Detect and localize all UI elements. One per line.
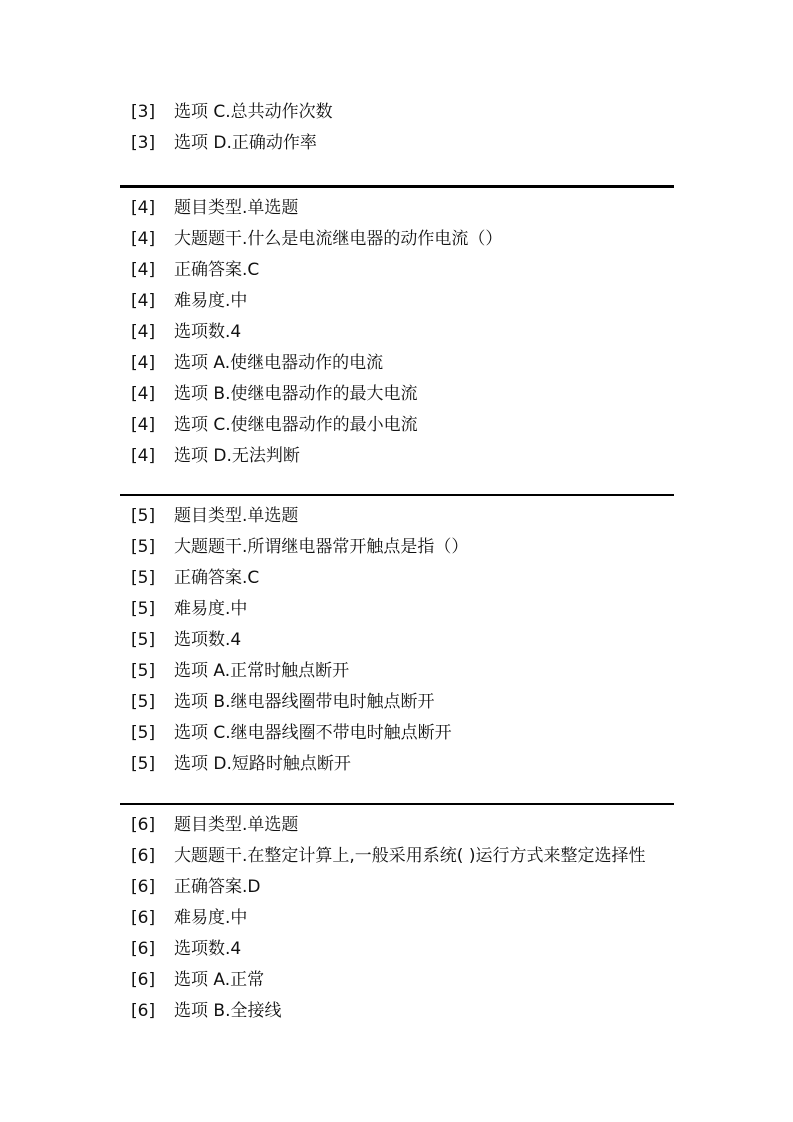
question-line xyxy=(120,193,674,224)
line-text: 选项 D.无法判断 xyxy=(174,446,300,466)
line-number: [4] xyxy=(131,353,156,373)
question-line xyxy=(120,224,674,255)
question-line xyxy=(120,687,674,718)
question-line xyxy=(120,348,674,379)
question-line xyxy=(120,749,674,780)
section-divider xyxy=(120,803,674,805)
line-text: 题目类型.单选题 xyxy=(174,198,299,218)
question-line xyxy=(120,594,674,625)
line-number: [5] xyxy=(131,568,156,588)
question-line xyxy=(120,903,674,934)
line-number: [5] xyxy=(131,754,156,774)
question-line xyxy=(120,379,674,410)
line-number: [6] xyxy=(131,815,156,835)
line-text: 选项 A.正常 xyxy=(174,970,265,990)
line-text: 选项 D.正确动作率 xyxy=(174,133,317,153)
line-number: [6] xyxy=(131,908,156,928)
question-line xyxy=(120,872,674,903)
question-4-block xyxy=(120,185,674,472)
line-text: 正确答案.D xyxy=(174,877,261,897)
line-text: 选项 B.使继电器动作的最大电流 xyxy=(174,384,418,404)
line-text: 选项 A.正常时触点断开 xyxy=(174,661,350,681)
question-6-block xyxy=(120,803,674,1027)
line-number: [4] xyxy=(131,291,156,311)
line-number: [4] xyxy=(131,260,156,280)
question-line xyxy=(120,532,674,563)
line-text: 难易度.中 xyxy=(174,599,248,619)
question-line xyxy=(120,996,674,1027)
question-line xyxy=(120,501,674,532)
line-text: 大题题干.所谓继电器常开触点是指（） xyxy=(174,537,469,557)
question-line xyxy=(120,286,674,317)
question-line xyxy=(120,128,674,159)
question-line xyxy=(120,934,674,965)
line-number: [5] xyxy=(131,599,156,619)
line-text: 选项 C.使继电器动作的最小电流 xyxy=(174,415,418,435)
line-text: 难易度.中 xyxy=(174,291,248,311)
question-line xyxy=(120,965,674,996)
line-number: [4] xyxy=(131,384,156,404)
line-text: 选项数.4 xyxy=(174,939,242,959)
question-line xyxy=(120,441,674,472)
line-text: 大题题干.什么是电流继电器的动作电流（） xyxy=(174,229,503,249)
line-number: [5] xyxy=(131,723,156,743)
line-number: [5] xyxy=(131,692,156,712)
line-number: [3] xyxy=(131,102,156,122)
question-line xyxy=(120,810,674,841)
line-number: [6] xyxy=(131,1001,156,1021)
question-line xyxy=(120,656,674,687)
line-number: [3] xyxy=(131,133,156,153)
line-number: [4] xyxy=(131,322,156,342)
line-text: 选项数.4 xyxy=(174,630,242,650)
line-number: [5] xyxy=(131,537,156,557)
line-text: 题目类型.单选题 xyxy=(174,506,299,526)
section-divider xyxy=(120,185,674,188)
question-line xyxy=(120,625,674,656)
line-text: 选项 B.全接线 xyxy=(174,1001,282,1021)
line-number: [4] xyxy=(131,446,156,466)
line-text: 正确答案.C xyxy=(174,260,260,280)
line-number: [6] xyxy=(131,939,156,959)
line-number: [4] xyxy=(131,415,156,435)
section-divider xyxy=(120,494,674,496)
line-number: [4] xyxy=(131,229,156,249)
question-line xyxy=(120,255,674,286)
line-number: [6] xyxy=(131,846,156,866)
line-text: 选项 A.使继电器动作的电流 xyxy=(174,353,384,373)
question-3-block xyxy=(120,97,674,159)
line-text: 题目类型.单选题 xyxy=(174,815,299,835)
line-number: [6] xyxy=(131,970,156,990)
line-text: 选项 B.继电器线圈带电时触点断开 xyxy=(174,692,435,712)
question-line xyxy=(120,718,674,749)
line-number: [4] xyxy=(131,198,156,218)
line-number: [5] xyxy=(131,661,156,681)
question-line xyxy=(120,841,674,872)
question-line xyxy=(120,563,674,594)
line-text: 大题题干.在整定计算上,一般采用系统( )运行方式来整定选择性 xyxy=(174,846,646,866)
line-text: 正确答案.C xyxy=(174,568,260,588)
line-number: [5] xyxy=(131,506,156,526)
line-number: [5] xyxy=(131,630,156,650)
line-text: 选项数.4 xyxy=(174,322,242,342)
question-line xyxy=(120,410,674,441)
question-line xyxy=(120,97,674,128)
line-text: 难易度.中 xyxy=(174,908,248,928)
line-text: 选项 C.继电器线圈不带电时触点断开 xyxy=(174,723,452,743)
line-text: 选项 D.短路时触点断开 xyxy=(174,754,351,774)
line-number: [6] xyxy=(131,877,156,897)
line-text: 选项 C.总共动作次数 xyxy=(174,102,333,122)
question-5-block xyxy=(120,494,674,780)
question-line xyxy=(120,317,674,348)
